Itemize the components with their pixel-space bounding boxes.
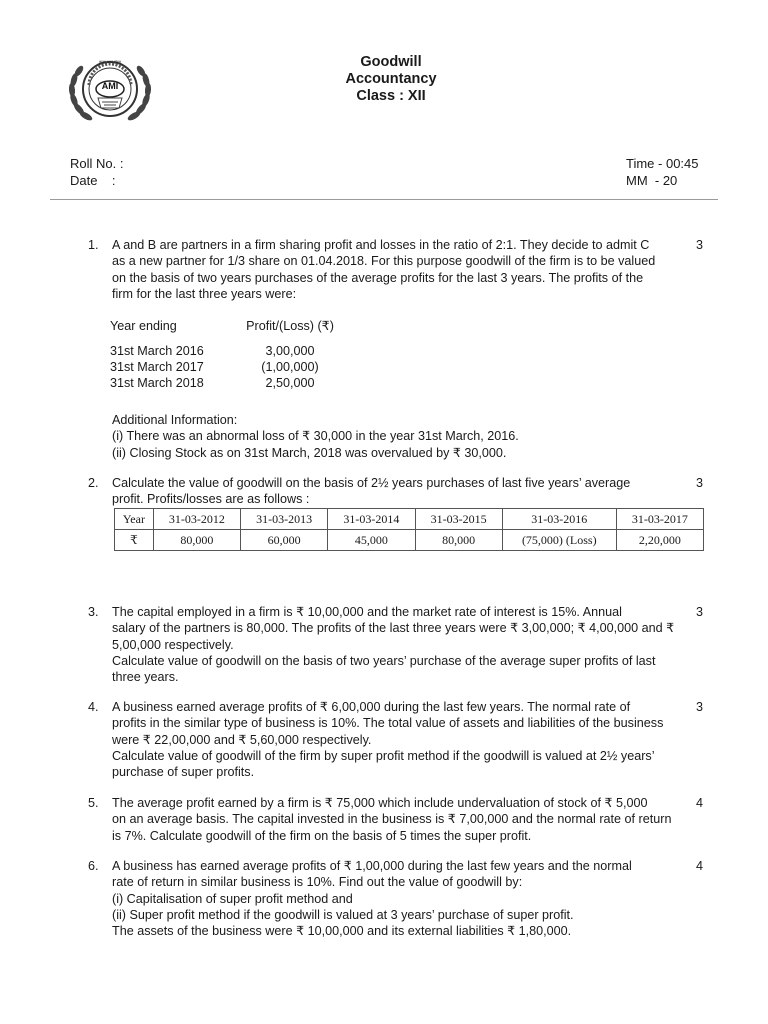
class-title: Class : XII <box>356 88 426 104</box>
table-cell: 31st March 2016 <box>110 344 204 358</box>
question-line: (i) Capitalisation of super profit method and <box>112 891 353 906</box>
question-marks: 3 <box>695 700 703 714</box>
table-row <box>115 509 704 530</box>
additional-information <box>112 412 672 461</box>
meta-left <box>70 155 123 189</box>
question-line: 5,00,000 respectively. <box>112 637 234 652</box>
table-header-year: Year ending <box>110 319 177 333</box>
question-line: profit. Profits/losses are as follows : <box>112 492 310 507</box>
roll-number-label: Roll No. : <box>70 156 124 171</box>
question-number: 1. <box>88 238 99 252</box>
table-cell: 2,20,000 <box>616 530 703 551</box>
question-line: The capital employed in a firm is ₹ 10,00,000 and the market rate of interest is 15%. Annual <box>112 605 622 619</box>
profit-loss-table <box>110 318 370 388</box>
question-line: The assets of the business were ₹ 10,00,000 and its external liabilities ₹ 1,80,000. <box>112 924 572 939</box>
table-header-cell: 31-03-2014 <box>328 509 415 530</box>
table-cell: 45,000 <box>328 530 415 551</box>
question-line: on an average basis. The capital invested in the business is ₹ 7,00,000 and the normal rate of return <box>112 812 672 827</box>
table-cell: 80,000 <box>153 530 240 551</box>
question-number: 2. <box>88 476 99 490</box>
question-number: 3. <box>88 605 99 619</box>
question-line: as a new partner for 1/3 share on 01.04.2018. For this purpose goodwill of the firm is to be valued <box>112 254 656 269</box>
table-header-cell: 31-03-2015 <box>415 509 502 530</box>
question-marks: 3 <box>695 238 703 252</box>
table-cell: (75,000) (Loss) <box>502 530 616 551</box>
question-line: A business earned average profits of ₹ 6,00,000 during the last few years. The normal rate of <box>112 700 631 714</box>
table-header-cell: 31-03-2016 <box>502 509 616 530</box>
question-line: salary of the partners is 80,000. The profits of the last three years were ₹ 3,00,000; ₹ 4,00,000 and ₹ <box>112 621 675 636</box>
question-text <box>112 858 690 939</box>
question-line: Calculate value of goodwill on the basis of two years’ purchase of the average super profits of last <box>112 653 656 668</box>
question-number: 6. <box>88 859 99 873</box>
question-line: The average profit earned by a firm is ₹ 75,000 which include undervaluation of stock of ₹ 5,000 <box>112 796 648 810</box>
question-marks: 4 <box>695 859 703 873</box>
table-cell: 31st March 2017 <box>110 360 204 374</box>
logo-arc-text: ज्ञानम् परमं ध्येयम् <box>98 60 122 64</box>
table-header-cell: 31-03-2017 <box>616 509 703 530</box>
question-line: (ii) Super profit method if the goodwill is valued at 3 years’ purchase of super profit. <box>112 907 574 922</box>
question-line: profits in the similar type of business is 10%. The total value of assets and liabilities of the business <box>112 716 664 731</box>
table-cell: 60,000 <box>241 530 328 551</box>
table-cell: (1,00,000) <box>261 360 319 374</box>
table-row <box>115 530 704 551</box>
question-line: A business has earned average profits of ₹ 1,00,000 during the last few years and the normal <box>112 859 632 873</box>
additional-line: (i) There was an abnormal loss of ₹ 30,000 in the year 31st March, 2016. <box>112 429 519 444</box>
time-label: Time - 00:45 <box>626 156 699 171</box>
question-marks: 3 <box>695 605 703 619</box>
table-cell: 3,00,000 <box>265 344 315 358</box>
subject-title: Accountancy <box>345 71 437 87</box>
profits-table <box>114 508 704 551</box>
max-marks-label: MM - 20 <box>626 173 678 188</box>
table-cell: 80,000 <box>415 530 502 551</box>
additional-line: Additional Information: <box>112 413 238 427</box>
logo-text: AMI <box>101 81 119 91</box>
table-cell: 31st March 2018 <box>110 376 204 390</box>
question-line: is 7%. Calculate goodwill of the firm on the basis of 5 times the super profit. <box>112 828 532 843</box>
question-marks: 3 <box>695 476 703 490</box>
question-line: A and B are partners in a firm sharing profit and losses in the ratio of 2:1. They decide to admit C <box>112 238 650 252</box>
question-line: Calculate value of goodwill of the firm by super profit method if the goodwill is valued at 2½ years’ <box>112 748 655 763</box>
question-line: rate of return in similar business is 10%. Find out the value of goodwill by: <box>112 875 523 890</box>
header-divider <box>50 199 718 200</box>
date-label: Date : <box>70 173 116 188</box>
question-text <box>112 795 690 844</box>
question-text <box>112 237 690 302</box>
question-marks: 4 <box>695 796 703 810</box>
question-text <box>112 699 690 780</box>
question-number: 5. <box>88 796 99 810</box>
table-header-cell: 31-03-2013 <box>241 509 328 530</box>
additional-line: (ii) Closing Stock as on 31st March, 2018 was overvalued by ₹ 30,000. <box>112 445 507 460</box>
table-cell: 2,50,000 <box>265 376 315 390</box>
question-text <box>112 604 690 685</box>
page-title: Goodwill <box>360 54 422 70</box>
table-header-profit: Profit/(Loss) (₹) <box>246 319 334 333</box>
question-line: firm for the last three years were: <box>112 286 297 301</box>
question-line: three years. <box>112 670 179 685</box>
question-line: were ₹ 22,00,000 and ₹ 5,60,000 respectively. <box>112 732 372 747</box>
question-number: 4. <box>88 700 99 714</box>
question-line: Calculate the value of goodwill on the basis of 2½ years purchases of last five years’ average <box>112 476 631 490</box>
question-line: on the basis of two years purchases of the average profits for the last 3 years. The profits of the <box>112 270 644 285</box>
table-header-cell: Year <box>115 509 154 530</box>
meta-right <box>626 155 699 189</box>
title-block <box>0 54 768 105</box>
question-text <box>112 475 690 508</box>
question-line: purchase of super profits. <box>112 765 255 780</box>
table-cell: ₹ <box>115 530 154 551</box>
table-header-cell: 31-03-2012 <box>153 509 240 530</box>
